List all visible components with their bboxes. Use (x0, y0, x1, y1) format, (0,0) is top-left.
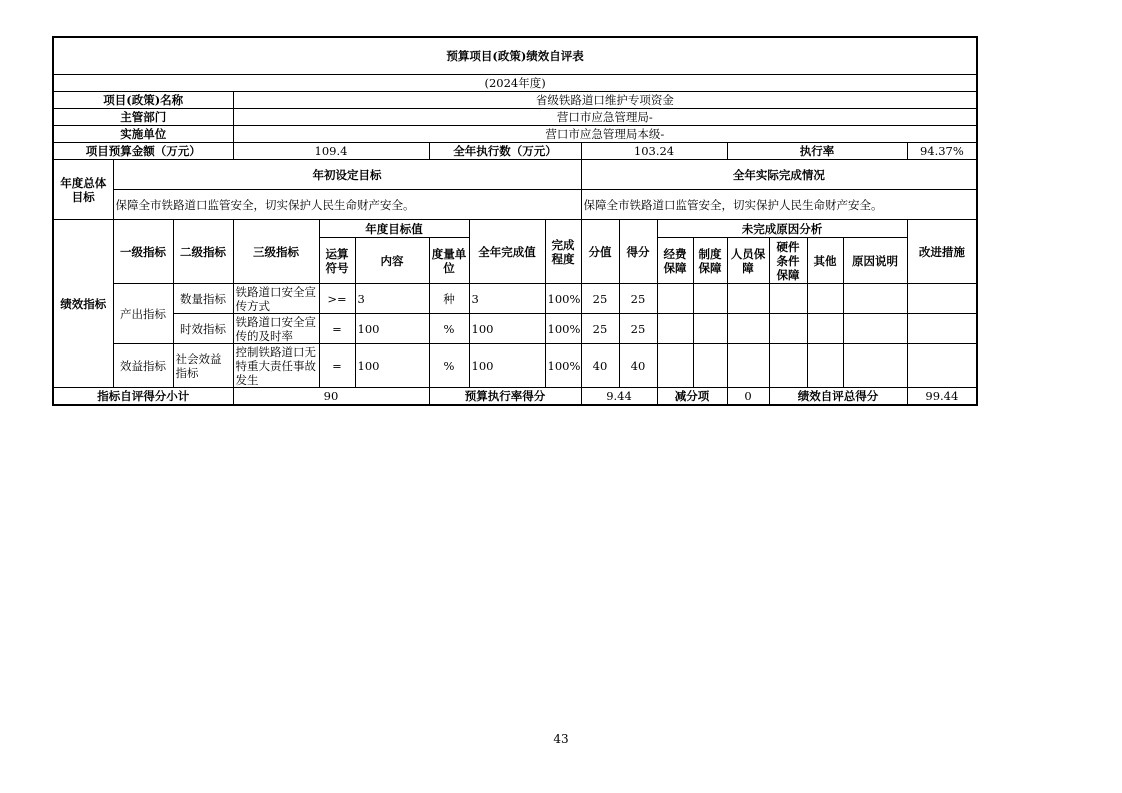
row-unit: % (429, 344, 469, 388)
header-other: 其他 (807, 238, 843, 284)
row-level2: 社会效益指标 (173, 344, 233, 388)
header-level1: 一级指标 (113, 220, 173, 284)
unit-label: 实施单位 (53, 126, 233, 143)
project-name-label: 项目(政策)名称 (53, 92, 233, 109)
goal-initial-label: 年初设定目标 (113, 160, 581, 190)
table-row (53, 314, 977, 344)
project-name-value: 省级铁路道口维护专项资金 (233, 92, 977, 109)
row-operator: >= (319, 284, 355, 314)
header-reason-desc: 原因说明 (843, 238, 907, 284)
row-level1: 效益指标 (113, 344, 173, 388)
row-unit: % (429, 314, 469, 344)
page-number: 43 (553, 732, 569, 746)
exec-value: 103.24 (581, 143, 727, 160)
header-level2: 二级指标 (173, 220, 233, 284)
row-completed: 3 (469, 284, 545, 314)
subtotal-value: 90 (233, 388, 429, 405)
rate-value: 94.37% (907, 143, 977, 160)
header-annual-target: 年度目标值 (319, 220, 469, 238)
subtotal-label: 指标自评得分小计 (53, 388, 233, 405)
header-content: 内容 (355, 238, 429, 284)
row-score: 25 (619, 284, 657, 314)
row-content: 100 (355, 344, 429, 388)
page-title: 预算项目(政策)绩效自评表 (53, 37, 977, 75)
row-level2: 时效指标 (173, 314, 233, 344)
table-row (53, 284, 977, 314)
row-content: 100 (355, 314, 429, 344)
header-score: 得分 (619, 220, 657, 284)
header-funding: 经费保障 (657, 238, 693, 284)
header-level3: 三级指标 (233, 220, 319, 284)
header-unit: 度量单位 (429, 238, 469, 284)
header-completed: 全年完成值 (469, 220, 545, 284)
row-level3: 铁路道口安全宣传的及时率 (233, 314, 319, 344)
row-unit: 种 (429, 284, 469, 314)
header-degree: 完成程度 (545, 220, 581, 284)
budget-label: 项目预算金额（万元） (53, 143, 233, 160)
goal-initial-text: 保障全市铁路道口监管安全，切实保护人民生命财产安全。 (113, 190, 581, 220)
row-score-value: 40 (581, 344, 619, 388)
unit-value: 营口市应急管理局本级- (233, 126, 977, 143)
header-system: 制度保障 (693, 238, 727, 284)
row-score-value: 25 (581, 314, 619, 344)
evaluation-sheet (52, 36, 976, 406)
row-score: 25 (619, 314, 657, 344)
row-level2: 数量指标 (173, 284, 233, 314)
deduct-label: 减分项 (657, 388, 727, 405)
year-subtitle: (2024年度) (53, 75, 977, 92)
rate-score-value: 9.44 (581, 388, 657, 405)
rate-score-label: 预算执行率得分 (429, 388, 581, 405)
header-improvement: 改进措施 (907, 220, 977, 284)
row-degree: 100% (545, 284, 581, 314)
rate-label: 执行率 (727, 143, 907, 160)
exec-label: 全年执行数（万元） (429, 143, 581, 160)
deduct-value: 0 (727, 388, 769, 405)
header-personnel: 人员保障 (727, 238, 769, 284)
row-completed: 100 (469, 314, 545, 344)
goal-label: 年度总体目标 (53, 160, 113, 220)
row-level3: 控制铁路道口无特重大责任事故发生 (233, 344, 319, 388)
total-label: 绩效自评总得分 (769, 388, 907, 405)
dept-value: 营口市应急管理局- (233, 109, 977, 126)
header-reason-analysis: 未完成原因分析 (657, 220, 907, 238)
header-operator: 运算符号 (319, 238, 355, 284)
total-value: 99.44 (907, 388, 977, 405)
budget-value: 109.4 (233, 143, 429, 160)
evaluation-table (52, 36, 978, 406)
table-row (53, 344, 977, 388)
goal-actual-text: 保障全市铁路道口监管安全，切实保护人民生命财产安全。 (581, 190, 977, 220)
row-operator: = (319, 314, 355, 344)
row-degree: 100% (545, 344, 581, 388)
row-score-value: 25 (581, 284, 619, 314)
dept-label: 主管部门 (53, 109, 233, 126)
row-score: 40 (619, 344, 657, 388)
indicators-label: 绩效指标 (53, 220, 113, 388)
row-level3: 铁路道口安全宣传方式 (233, 284, 319, 314)
goal-actual-label: 全年实际完成情况 (581, 160, 977, 190)
header-hardware: 硬件条件保障 (769, 238, 807, 284)
row-completed: 100 (469, 344, 545, 388)
row-content: 3 (355, 284, 429, 314)
row-degree: 100% (545, 314, 581, 344)
header-score-value: 分值 (581, 220, 619, 284)
row-operator: = (319, 344, 355, 388)
row-level1: 产出指标 (113, 284, 173, 344)
